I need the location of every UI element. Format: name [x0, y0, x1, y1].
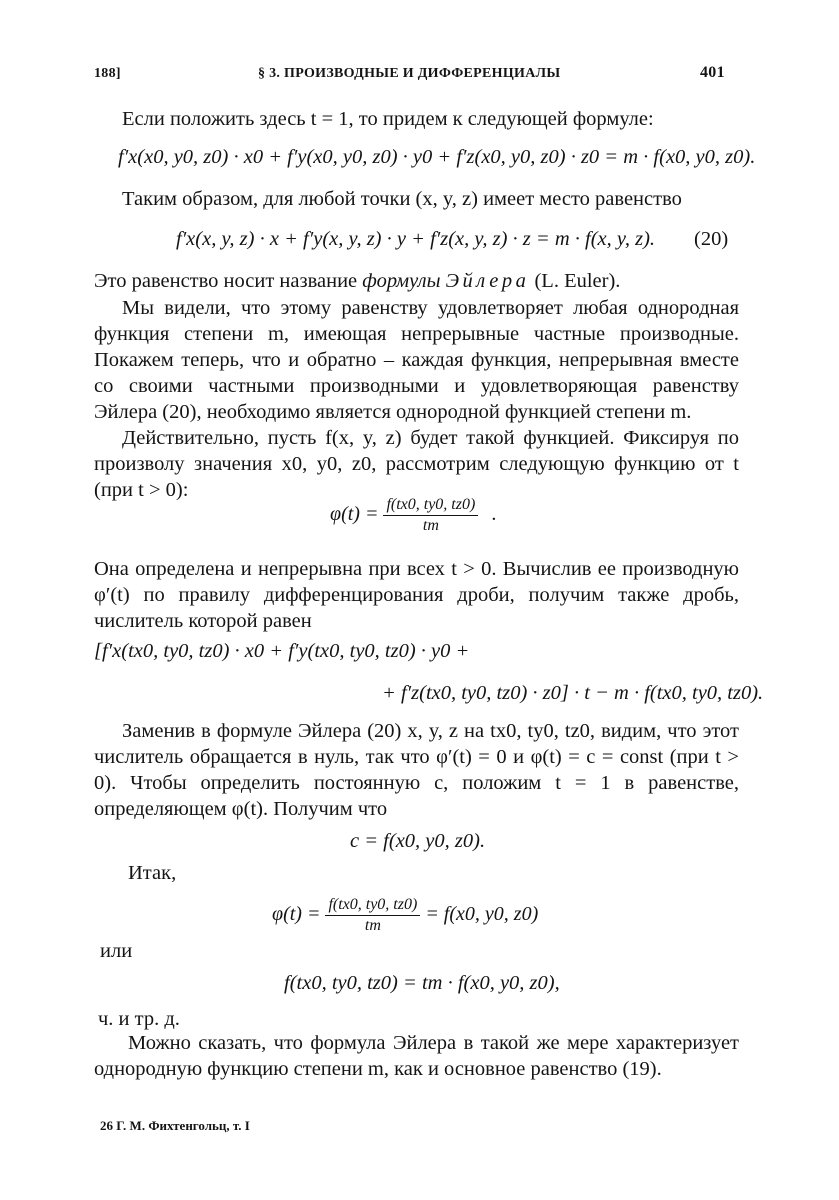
phi-def-lhs: φ(t) = — [330, 503, 379, 526]
paragraph-substitution: Заменив в формуле Эйлера (20) x, y, z на tx0, ty0, tz0, видим, что этот числитель обращается в нуль, так что φ′(t) = 0 и φ(t) = c = const (при t > 0). Чтобы определить постоянную c, положим t = 1 в равенстве, определяющем φ(t). Получим что — [94, 720, 739, 820]
euler-name-spaced: Эйлера — [445, 270, 530, 292]
phi-result-denominator: tm — [364, 917, 381, 934]
paragraph-homogeneous-claim: Мы видели, что этому равенству удовлетворяет любая однородная функция степени m, имеющая непрерывные частные производные. Покажем теперь, что и обратно – каждая функция, непрерывная вместе со своими частными производными и удовлетворяющая равенству Эйлера (20), необходимо является однородной функцией степени m. — [94, 297, 739, 423]
equation-number-20: (20) — [694, 228, 729, 250]
formula-euler-20: f′x(x, y, z) · x + f′y(x, y, z) · y + f′z(x, y, z) · z = m · f(x, y, z). — [176, 228, 656, 250]
phi-result-numerator: f(tx0, ty0, tz0) — [325, 896, 420, 916]
phi-def-fraction — [383, 496, 478, 535]
text-line-any-point: Таким образом, для любой точки (x, y, z) имеет место равенство — [122, 188, 682, 210]
phi-result-fraction — [325, 896, 420, 935]
formula-phi-definition — [330, 496, 496, 535]
footer-signature: 26 Г. М. Фихтенгольц, т. I — [100, 1118, 250, 1133]
formula-numerator-line-2: + f′z(tx0, ty0, tz0) · z0] · t − m · f(tx0, ty0, tz0). — [382, 682, 764, 704]
paragraph-conclusion: Можно сказать, что формула Эйлера в такой же мере характеризует однородную функцию степени m, как и основное равенство (19). — [94, 1032, 739, 1080]
formula-numerator-line-1: [f′x(tx0, ty0, tz0) · x0 + f′y(tx0, ty0, tz0) · y0 + — [94, 640, 470, 662]
page-number: 401 — [700, 64, 725, 81]
phi-def-numerator: f(tx0, ty0, tz0) — [383, 496, 478, 516]
phi-def-period: . — [491, 503, 497, 526]
text-qed: ч. и тр. д. — [98, 1008, 180, 1030]
phi-result-rhs: = f(x0, y0, z0) — [425, 903, 539, 926]
running-head: § 3. ПРОИЗВОДНЫЕ И ДИФФЕРЕНЦИАЛЫ — [258, 66, 561, 81]
formula-constant-c: c = f(x0, y0, z0). — [350, 830, 486, 852]
formula-euler-point: f′x(x0, y0, z0) · x0 + f′y(x0, y0, z0) · y0 + f′z(x0, y0, z0) · z0 = m · f(x0, y0, z0). — [118, 146, 756, 168]
header-section-ref: 188] — [94, 66, 121, 81]
euler-name-before: Это равенство носит название — [94, 270, 363, 292]
phi-def-denominator: tm — [422, 517, 439, 534]
text-itak: Итак, — [128, 862, 177, 884]
euler-name-after: (L. Euler). — [529, 270, 621, 292]
formula-homogeneity: f(tx0, ty0, tz0) = tm · f(x0, y0, z0), — [284, 972, 560, 994]
paragraph-derivative: Она определена и непрерывна при всех t > 0. Вычислив ее производную φ′(t) по правилу дифференцирования дроби, получим также дробь, числитель которой равен — [94, 558, 739, 632]
phi-result-lhs: φ(t) = — [272, 903, 321, 926]
euler-formula-name — [94, 270, 620, 293]
intro-line: Если положить здесь t = 1, то придем к следующей формуле: — [122, 108, 654, 130]
formula-phi-result — [272, 896, 538, 935]
text-ili: или — [100, 940, 133, 962]
euler-name-italic: формулы — [362, 270, 441, 292]
paragraph-proof-start: Действительно, пусть f(x, y, z) будет такой функцией. Фиксируя по произволу значения x0, y0, z0, рассмотрим следующую функцию от t (при t > 0): — [94, 427, 739, 501]
